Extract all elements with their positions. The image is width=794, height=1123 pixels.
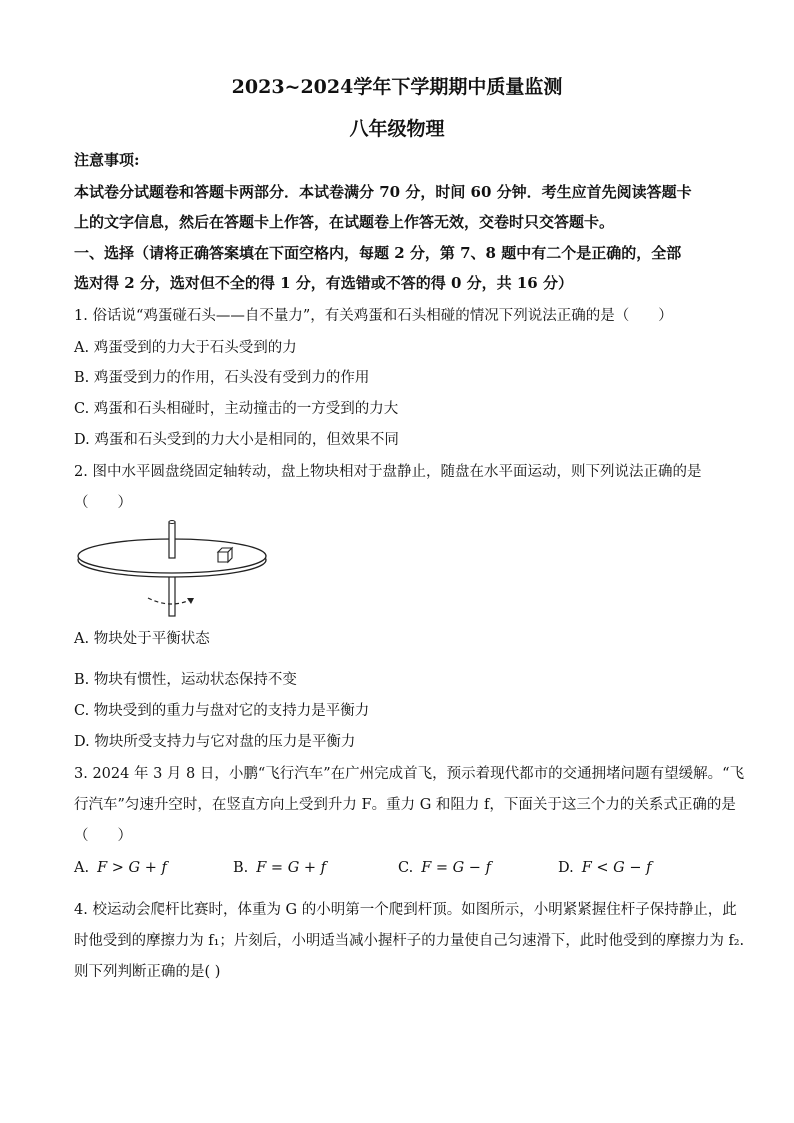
exam-subtitle: 八年级物理 bbox=[349, 118, 445, 140]
q4-stem-line-3: 则下列判断正确的是( ) bbox=[74, 964, 221, 980]
notice-heading: 注意事项: bbox=[74, 151, 140, 169]
q3-option-b-formula: F = G + f bbox=[256, 860, 327, 876]
q3-option-c bbox=[398, 860, 491, 876]
q4-stem-line-2: 时他受到的摩擦力为 f₁；片刻后，小明适当减小握杆子的力量使自己匀速滑下，此时他受到的摩擦力为 f₂. bbox=[74, 933, 745, 949]
notice-line-1: 本试卷分试题卷和答题卡两部分．本试卷满分 70 分，时间 60 分钟．考生应首先阅读答题卡 bbox=[74, 183, 692, 201]
notice-line-2: 上的文字信息，然后在答题卡上作答，在试题卷上作答无效，交卷时只交答题卡。 bbox=[74, 213, 615, 231]
q1-stem: 1. 俗话说“鸡蛋碰石头——自不量力”，有关鸡蛋和石头相碰的情况下列说法正确的是（ ） bbox=[74, 308, 673, 324]
axle-lower bbox=[169, 574, 175, 616]
q2-option-a: A. 物块处于平衡状态 bbox=[74, 631, 210, 647]
q2-option-b: B. 物块有惯性，运动状态保持不变 bbox=[74, 672, 297, 688]
q1-option-c: C. 鸡蛋和石头相碰时，主动撞击的一方受到的力大 bbox=[74, 401, 399, 417]
q3-option-c-formula: F = G − f bbox=[421, 860, 491, 876]
q3-option-d-formula: F < G − f bbox=[581, 860, 652, 876]
q3-stem-line-3: （ ） bbox=[74, 828, 132, 844]
q2-option-c: C. 物块受到的重力与盘对它的支持力是平衡力 bbox=[74, 703, 370, 719]
q3-option-b bbox=[233, 860, 326, 876]
axle-upper bbox=[169, 522, 175, 558]
q2-stem-line-2: （ ） bbox=[74, 495, 132, 511]
q3-stem-line-2: 行汽车”匀速升空时，在竖直方向上受到升力 F。重力 G 和阻力 f，下面关于这三个力的关系式正确的是 bbox=[74, 797, 736, 813]
rotating-disk-figure bbox=[70, 518, 270, 618]
q3-option-d bbox=[558, 860, 651, 876]
q1-option-a: A. 鸡蛋受到的力大于石头受到的力 bbox=[74, 340, 297, 356]
q4-stem-line-1: 4. 校运动会爬杆比赛时，体重为 G 的小明第一个爬到杆顶。如图所示，小明紧紧握住杆子保持静止，此 bbox=[74, 902, 737, 918]
rotation-arrowhead bbox=[187, 598, 194, 604]
section-1-instruction-line-2: 选对得 2 分，选对但不全的得 1 分，有选错或不答的得 0 分，共 16 分） bbox=[74, 274, 573, 292]
axle-top bbox=[169, 521, 175, 524]
q2-option-d: D. 物块所受支持力与它对盘的压力是平衡力 bbox=[74, 734, 356, 750]
q3-option-a bbox=[74, 860, 167, 876]
q3-option-a-formula: F > G + f bbox=[97, 860, 167, 876]
q1-option-d: D. 鸡蛋和石头受到的力大小是相同的，但效果不同 bbox=[74, 432, 399, 448]
q3-option-c-letter: C. bbox=[398, 860, 414, 876]
q3-option-d-letter: D. bbox=[558, 860, 574, 876]
q2-stem-line-1: 2. 图中水平圆盘绕固定轴转动，盘上物块相对于盘静止，随盘在水平面运动，则下列说法正确的是 bbox=[74, 464, 702, 480]
q1-option-b: B. 鸡蛋受到力的作用，石头没有受到力的作用 bbox=[74, 370, 370, 386]
section-1-instruction-line-1: 一、选择（请将正确答案填在下面空格内，每题 2 分，第 7、8 题中有二个是正确的，全部 bbox=[74, 244, 682, 262]
q3-option-b-letter: B. bbox=[233, 860, 249, 876]
block-on-disk bbox=[218, 548, 232, 562]
q3-stem-line-1: 3. 2024 年 3 月 8 日，小鹏“飞行汽车”在广州完成首飞，预示着现代都市的交通拥堵问题有望缓解。“飞 bbox=[74, 766, 745, 782]
q3-option-a-letter: A. bbox=[74, 860, 90, 876]
exam-title: 2023~2024学年下学期期中质量监测 bbox=[231, 76, 563, 98]
